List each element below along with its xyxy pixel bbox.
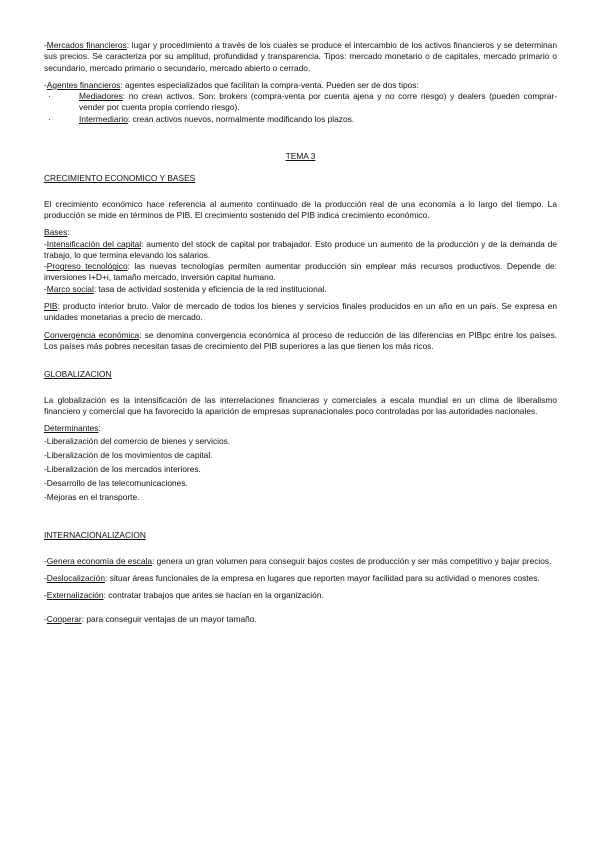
mediadores-text: : no crean activos. Son: brokers (compra-venta por cuenta ajena y no corre riesgo) y dealers (pueden comprar-vender por cuenta propia corriendo riesgo). bbox=[79, 91, 557, 113]
capital-text: : aumento del stock de capital por trabajador. Esto produce un aumento de la producción y de la demanda de trabajo, lo que termina elevando los salarios. bbox=[44, 238, 557, 260]
determinante-item: -Liberalización de los movimientos de capital. bbox=[44, 450, 213, 461]
social-text: : tasa de actividad sostenida y eficiencia de la red institucional. bbox=[93, 283, 327, 294]
mediadores-term: Mediadores bbox=[79, 91, 123, 102]
externalizacion-item: -Externalización: contratar trabajos que antes se hacían en la organización. bbox=[44, 590, 324, 601]
document-page bbox=[44, 40, 557, 625]
determinantes-label: Determinantes bbox=[44, 423, 99, 434]
mercados-paragraph: -Mercados financieros: lugar y procedimiento a través de los cuales se produce el intercambio de los activos financieros y se determinan sus precios. Se caracteriza por su amplitud, profundidad y transparencia. Tipos: mercado monetario o de capitales, mercado primario o secundario, mercado primario o secundario, mercado abierto o cerrado. bbox=[44, 40, 557, 73]
agentes-text: : agentes especializados que facilitan la compra-venta. Pueden ser de dos tipos: bbox=[120, 79, 419, 90]
bullet-dot: · bbox=[48, 113, 51, 124]
deslocalizacion-term: Deslocalización bbox=[46, 573, 105, 584]
mercados-text: : lugar y procedimiento a través de los cuales se produce el intercambio de los activos financieros y se determinan sus precios. Se caracteriza por su amplitud, profundidad y transparencia. Tipos: mercado monetario o de capitales, mercado primario o secundario, mercado primario o secundario, mercado abierto o cerrado. bbox=[44, 40, 557, 73]
intermediario-term: Intermediario bbox=[79, 113, 128, 124]
tecnologico-term: Progreso tecnológico bbox=[46, 261, 128, 272]
deslocalizacion-item: -Deslocalización: situar áreas funcionales de la empresa en lugares que reporten mayor facilidad para su actividad o menores costes. bbox=[44, 573, 540, 584]
determinante-item: -Liberalización del comercio de bienes y servicios. bbox=[44, 436, 231, 447]
mercados-term: Mercados financieros bbox=[46, 40, 127, 50]
determinante-item: -Mejoras en el transporte. bbox=[44, 492, 140, 503]
pib-text: : producto interior bruto. Valor de mercado de todos los bienes y servicios finales producidos en un año en un país. Se expresa en unidades monetarias a precio de mercado. bbox=[44, 301, 557, 323]
cooperar-text: : para conseguir ventajas de un mayor tamaño. bbox=[81, 613, 257, 624]
bases-label-line: Bases: bbox=[44, 227, 70, 238]
agentes-paragraph: -Agentes financieros: agentes especializados que facilitan la compra-venta. Pueden ser de dos tipos: bbox=[44, 79, 419, 90]
crecimiento-heading: CRECIMIENTO ECONOMICO Y BASES bbox=[44, 173, 196, 184]
deslocalizacion-text: : situar áreas funcionales de la empresa en lugares que reporten mayor facilidad para su actividad o menores costes. bbox=[104, 573, 540, 584]
intermediario-item bbox=[44, 114, 557, 125]
intermediario-text: : crean activos nuevos, normalmente modificando los plazos. bbox=[127, 113, 355, 124]
cooperar-item: -Cooperar: para conseguir ventajas de un mayor tamaño. bbox=[44, 613, 257, 624]
bases-label: Bases bbox=[44, 227, 68, 238]
determinantes-label-line: Determinantes: bbox=[44, 423, 101, 434]
social-term: Marco social bbox=[46, 283, 94, 294]
pib-paragraph bbox=[44, 301, 557, 324]
bases-item-capital: -Intensificación del capital: aumento del stock de capital por trabajador. Esto produce un aumento de la producción y de la demanda de trabajo, lo que termina elevando los salarios. bbox=[44, 238, 557, 260]
determinante-item: -Liberalización de los mercados interiores. bbox=[44, 464, 201, 475]
convergencia-paragraph bbox=[44, 330, 557, 353]
pib-term: PIB bbox=[44, 301, 58, 312]
bullet-dot: · bbox=[48, 91, 51, 102]
bases-item-tecnologico: -Progreso tecnológico: las nuevas tecnologías permiten aumentar producción sin emplear más recursos productivos. Depende de: inversiones I+D+i, tamaño mercado, inversión capital humano. bbox=[44, 261, 557, 283]
internacionalizacion-heading: INTERNACIONALIZACION bbox=[44, 530, 146, 541]
bases-item-social: -Marco social: tasa de actividad sostenida y eficiencia de la red institucional. bbox=[44, 283, 327, 294]
cooperar-term: Cooperar bbox=[46, 613, 82, 624]
tema-title: TEMA 3 bbox=[285, 151, 316, 162]
capital-term: Intensificación del capital bbox=[46, 238, 142, 249]
determinante-item: -Desarrollo de las telecomunicaciones. bbox=[44, 478, 188, 489]
globalizacion-heading: GLOBALIZACION bbox=[44, 369, 112, 380]
convergencia-term: Convergencia económica bbox=[44, 329, 140, 340]
crecimiento-intro: El crecimiento económico hace referencia al aumento continuado de la producción real de una economía a lo largo del tiempo. La producción se mide en términos de PIB. El crecimiento sostenido del PIB indica crecimiento económico. bbox=[44, 198, 557, 220]
externalizacion-text: : contratar trabajos que antes se hacían en la organización. bbox=[103, 590, 324, 601]
agentes-term: Agentes financieros bbox=[46, 79, 121, 90]
escala-text: : genera un gran volumen para conseguir bajos costes de producción y ser más competitivo y bajar precios. bbox=[152, 555, 552, 566]
mediadores-item bbox=[44, 91, 557, 114]
globalizacion-intro: La globalización es la intensificación de las interrelaciones financieras y comerciales a escala mundial en un clima de liberalismo financiero y comercial que ha favorecido la aparición de empresas supranacionales poco controladas por las autoridades nacionales. bbox=[44, 394, 557, 416]
escala-item: -Genera economía de escala: genera un gran volumen para conseguir bajos costes de producción y ser más competitivo y bajar precios. bbox=[44, 555, 552, 566]
convergencia-text: : se denomina convergencia económica al proceso de reducción de las diferencias en PIBpc entre los países. Los países más pobres necesitan tasas de crecimiento del PIB superiores a las que tienen los más ricos. bbox=[44, 329, 557, 351]
escala-term: Genera economía de escala bbox=[46, 555, 153, 566]
tecnologico-text: : las nuevas tecnologías permiten aumentar producción sin emplear más recursos productivos. Depende de: inversiones I+D+i, tamaño mercado, inversión capital humano. bbox=[44, 261, 557, 283]
externalizacion-term: Externalización bbox=[46, 590, 104, 601]
